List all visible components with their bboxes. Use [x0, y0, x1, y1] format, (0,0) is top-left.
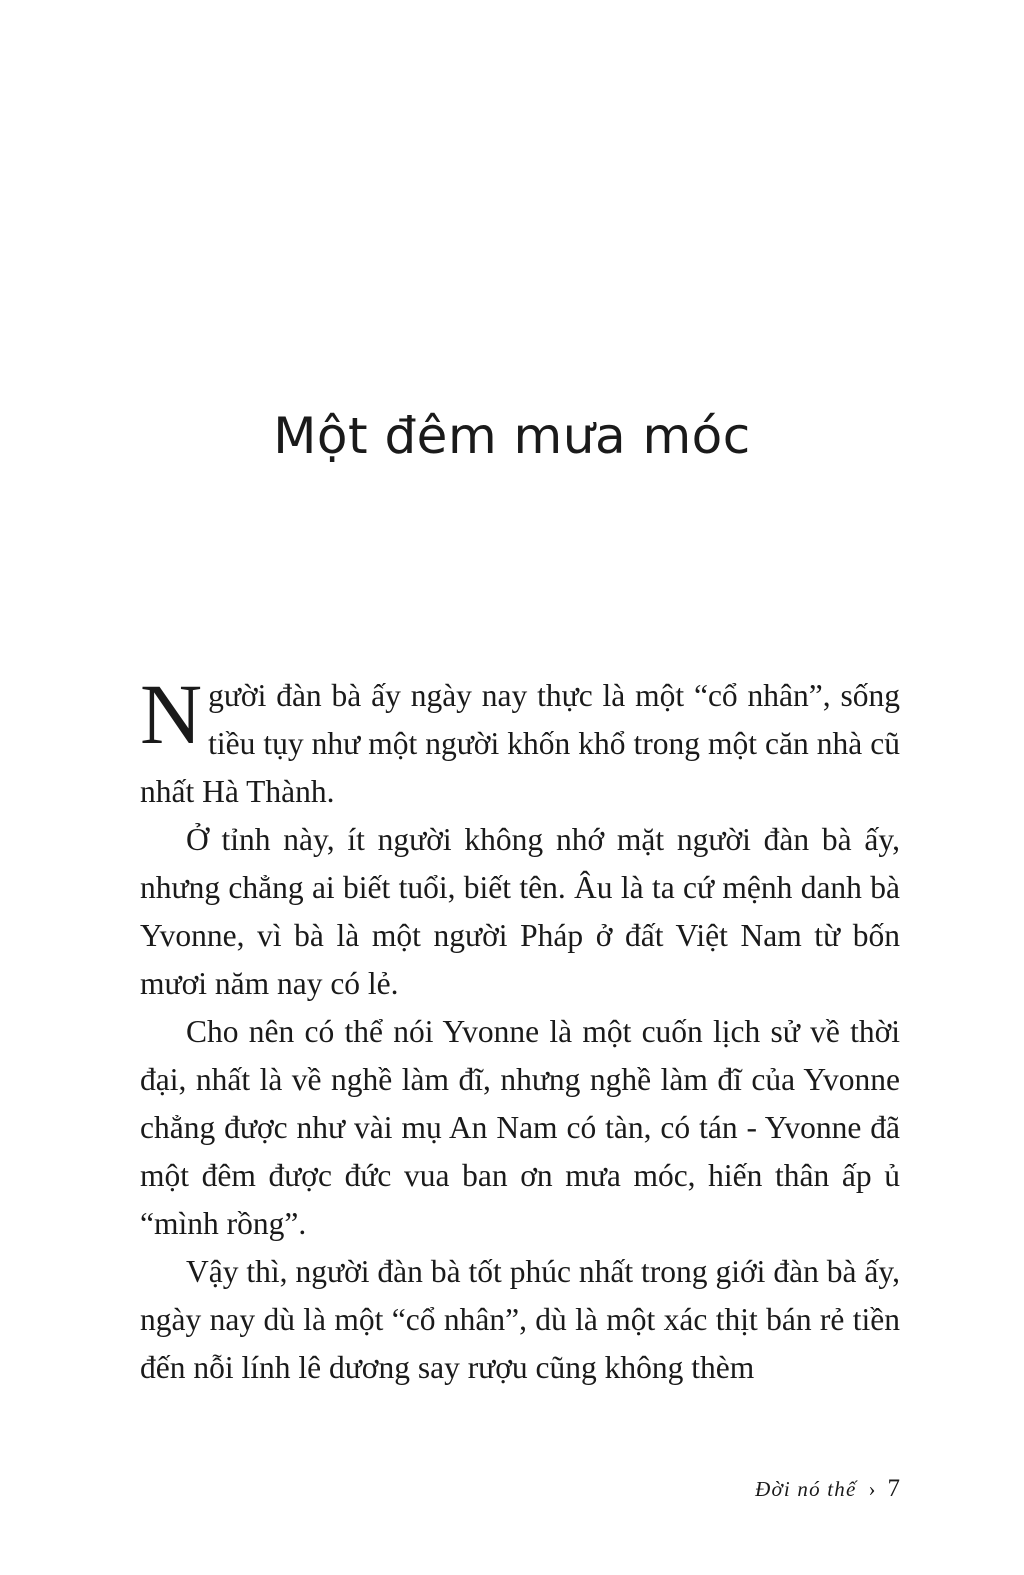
footer-separator-icon: › [868, 1477, 876, 1501]
footer-page-number: 7 [887, 1475, 900, 1502]
paragraph [140, 816, 900, 1008]
paragraph [140, 1248, 900, 1392]
paragraph [140, 666, 900, 816]
paragraph-text: Cho nên có thể nói Yvonne là một cuốn lịch sử về thời đại, nhất là về nghề làm đĩ, nhưng nghề làm đĩ của Yvonne chẳng được như vài mụ An Nam có tàn, có tán - Yvonne đã một đêm được đức vua ban ơn mưa móc, hiến thân ấp ủ “mình rồng”. [140, 1014, 900, 1241]
paragraph-text: Ở tỉnh này, ít người không nhớ mặt người đàn bà ấy, nhưng chẳng ai biết tuổi, biết tên. Âu là ta cứ mệnh danh bà Yvonne, vì bà là một người Pháp ở đất Việt Nam từ bốn mươi năm nay có lẻ. [140, 822, 900, 1001]
drop-cap: N [140, 666, 203, 762]
footer-book-title: Đời nó thế [755, 1477, 857, 1501]
paragraph [140, 1008, 900, 1248]
paragraph-text: gười đàn bà ấy ngày nay thực là một “cổ nhân”, sống tiều tụy như một người khốn khổ trong một căn nhà cũ nhất Hà Thành. [140, 678, 900, 809]
body-text [140, 666, 900, 1392]
chapter-title: Một đêm mưa móc [273, 406, 751, 465]
page-footer [755, 1475, 900, 1503]
paragraph-text: Vậy thì, người đàn bà tốt phúc nhất trong giới đàn bà ấy, ngày nay dù là một “cổ nhân”, dù là một xác thịt bán rẻ tiền đến nỗi lính lê dương say rượu cũng không thèm [140, 1254, 900, 1385]
